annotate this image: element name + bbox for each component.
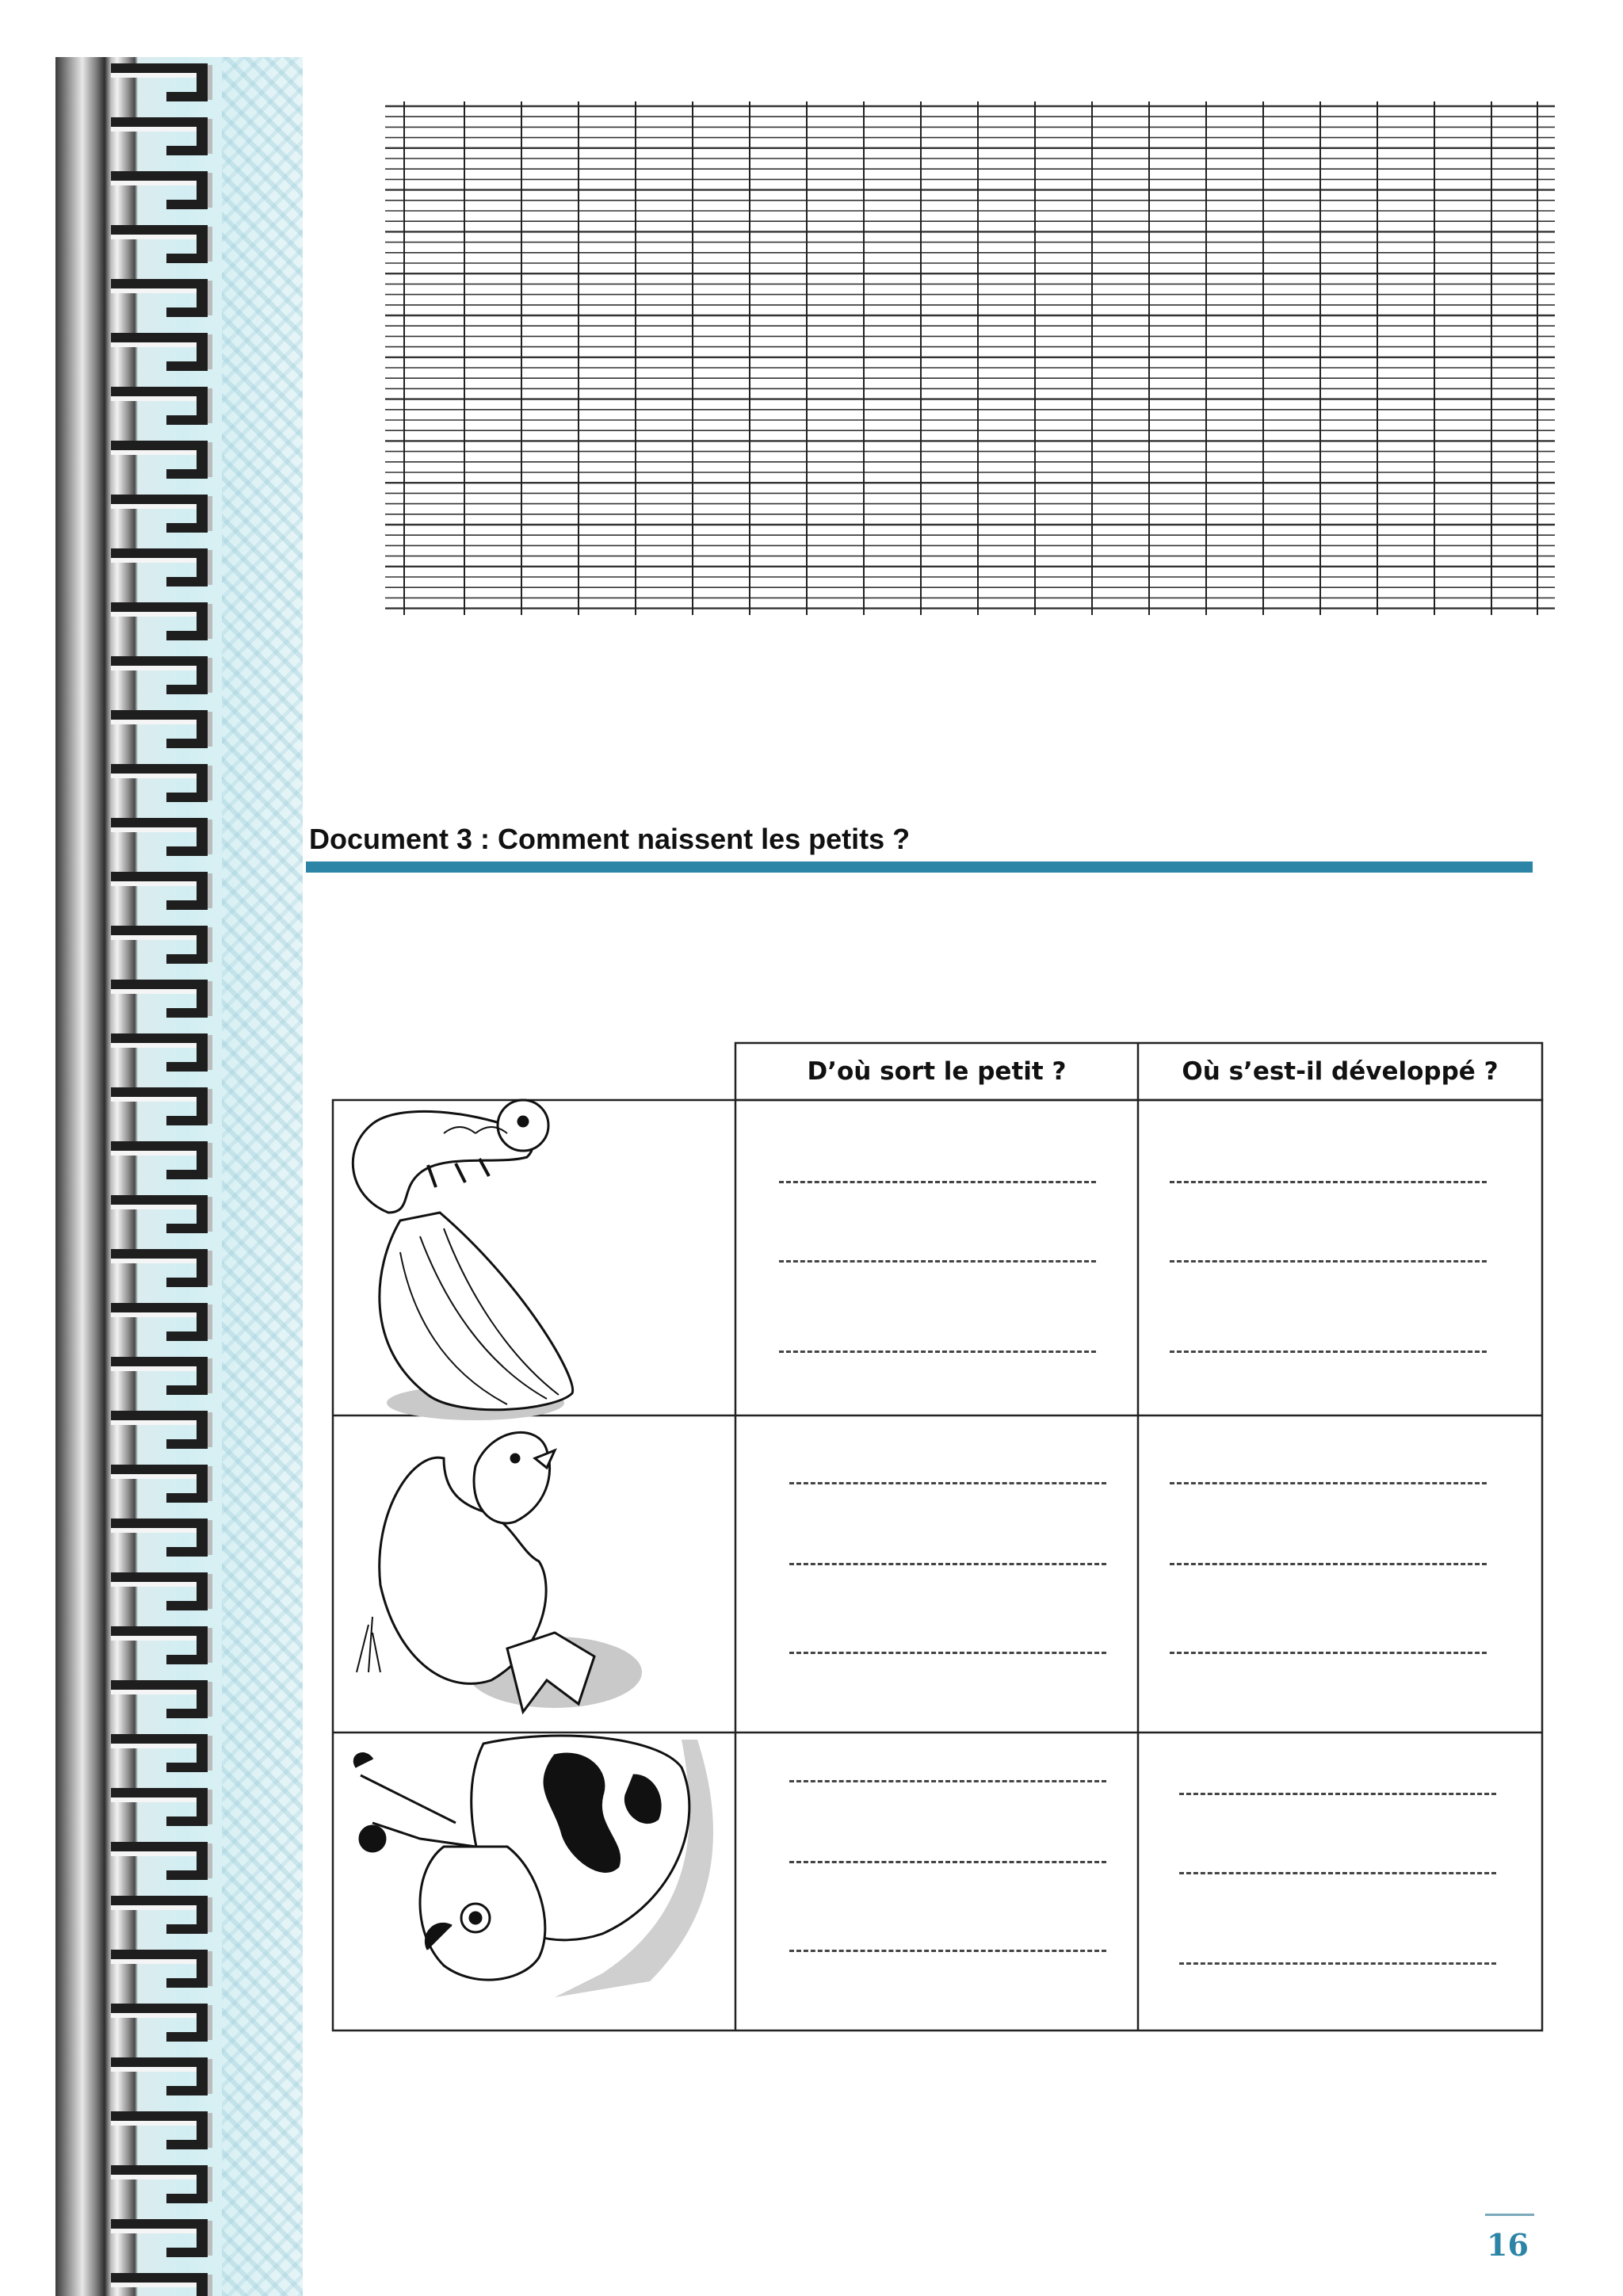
- answer-line-r1c1-3[interactable]: [779, 1350, 1096, 1353]
- answer-line-r2c2-3[interactable]: [1170, 1652, 1487, 1654]
- answer-line-r1c2-1[interactable]: [1170, 1181, 1487, 1183]
- chick-hatching-from-egg-icon: [357, 1432, 642, 1712]
- answer-line-r2c2-2[interactable]: [1170, 1563, 1487, 1565]
- answer-line-r2c1-3[interactable]: [789, 1652, 1106, 1654]
- answer-line-r1c1-2[interactable]: [779, 1260, 1096, 1263]
- answer-line-r3c2-2[interactable]: [1179, 1872, 1496, 1874]
- caterpillar-emerging-from-egg-icon: [353, 1100, 572, 1420]
- answer-line-r3c1-1[interactable]: [789, 1780, 1106, 1782]
- page-number-rule: [1485, 2214, 1534, 2216]
- answer-line-r1c1-1[interactable]: [779, 1181, 1096, 1183]
- answer-line-r1c2-2[interactable]: [1170, 1260, 1487, 1263]
- column-header-origin: D’où sort le petit ?: [807, 1057, 1067, 1086]
- answer-line-r3c1-3[interactable]: [789, 1950, 1106, 1952]
- answer-line-r3c2-1[interactable]: [1179, 1793, 1496, 1795]
- calf-being-born-icon: [354, 1736, 713, 1997]
- page-number: 16: [1487, 2227, 1529, 2263]
- answer-line-r2c1-2[interactable]: [789, 1563, 1106, 1565]
- answer-line-r3c2-3[interactable]: [1179, 1962, 1496, 1965]
- answer-line-r2c1-1[interactable]: [789, 1482, 1106, 1484]
- column-header-development: Où s’est-il développé ?: [1182, 1057, 1499, 1086]
- answer-line-r3c1-2[interactable]: [789, 1861, 1106, 1863]
- answer-line-r2c2-1[interactable]: [1170, 1482, 1487, 1484]
- document-title: Document 3 : Comment naissent les petits ?: [309, 823, 911, 855]
- answer-line-r1c2-3[interactable]: [1170, 1350, 1487, 1353]
